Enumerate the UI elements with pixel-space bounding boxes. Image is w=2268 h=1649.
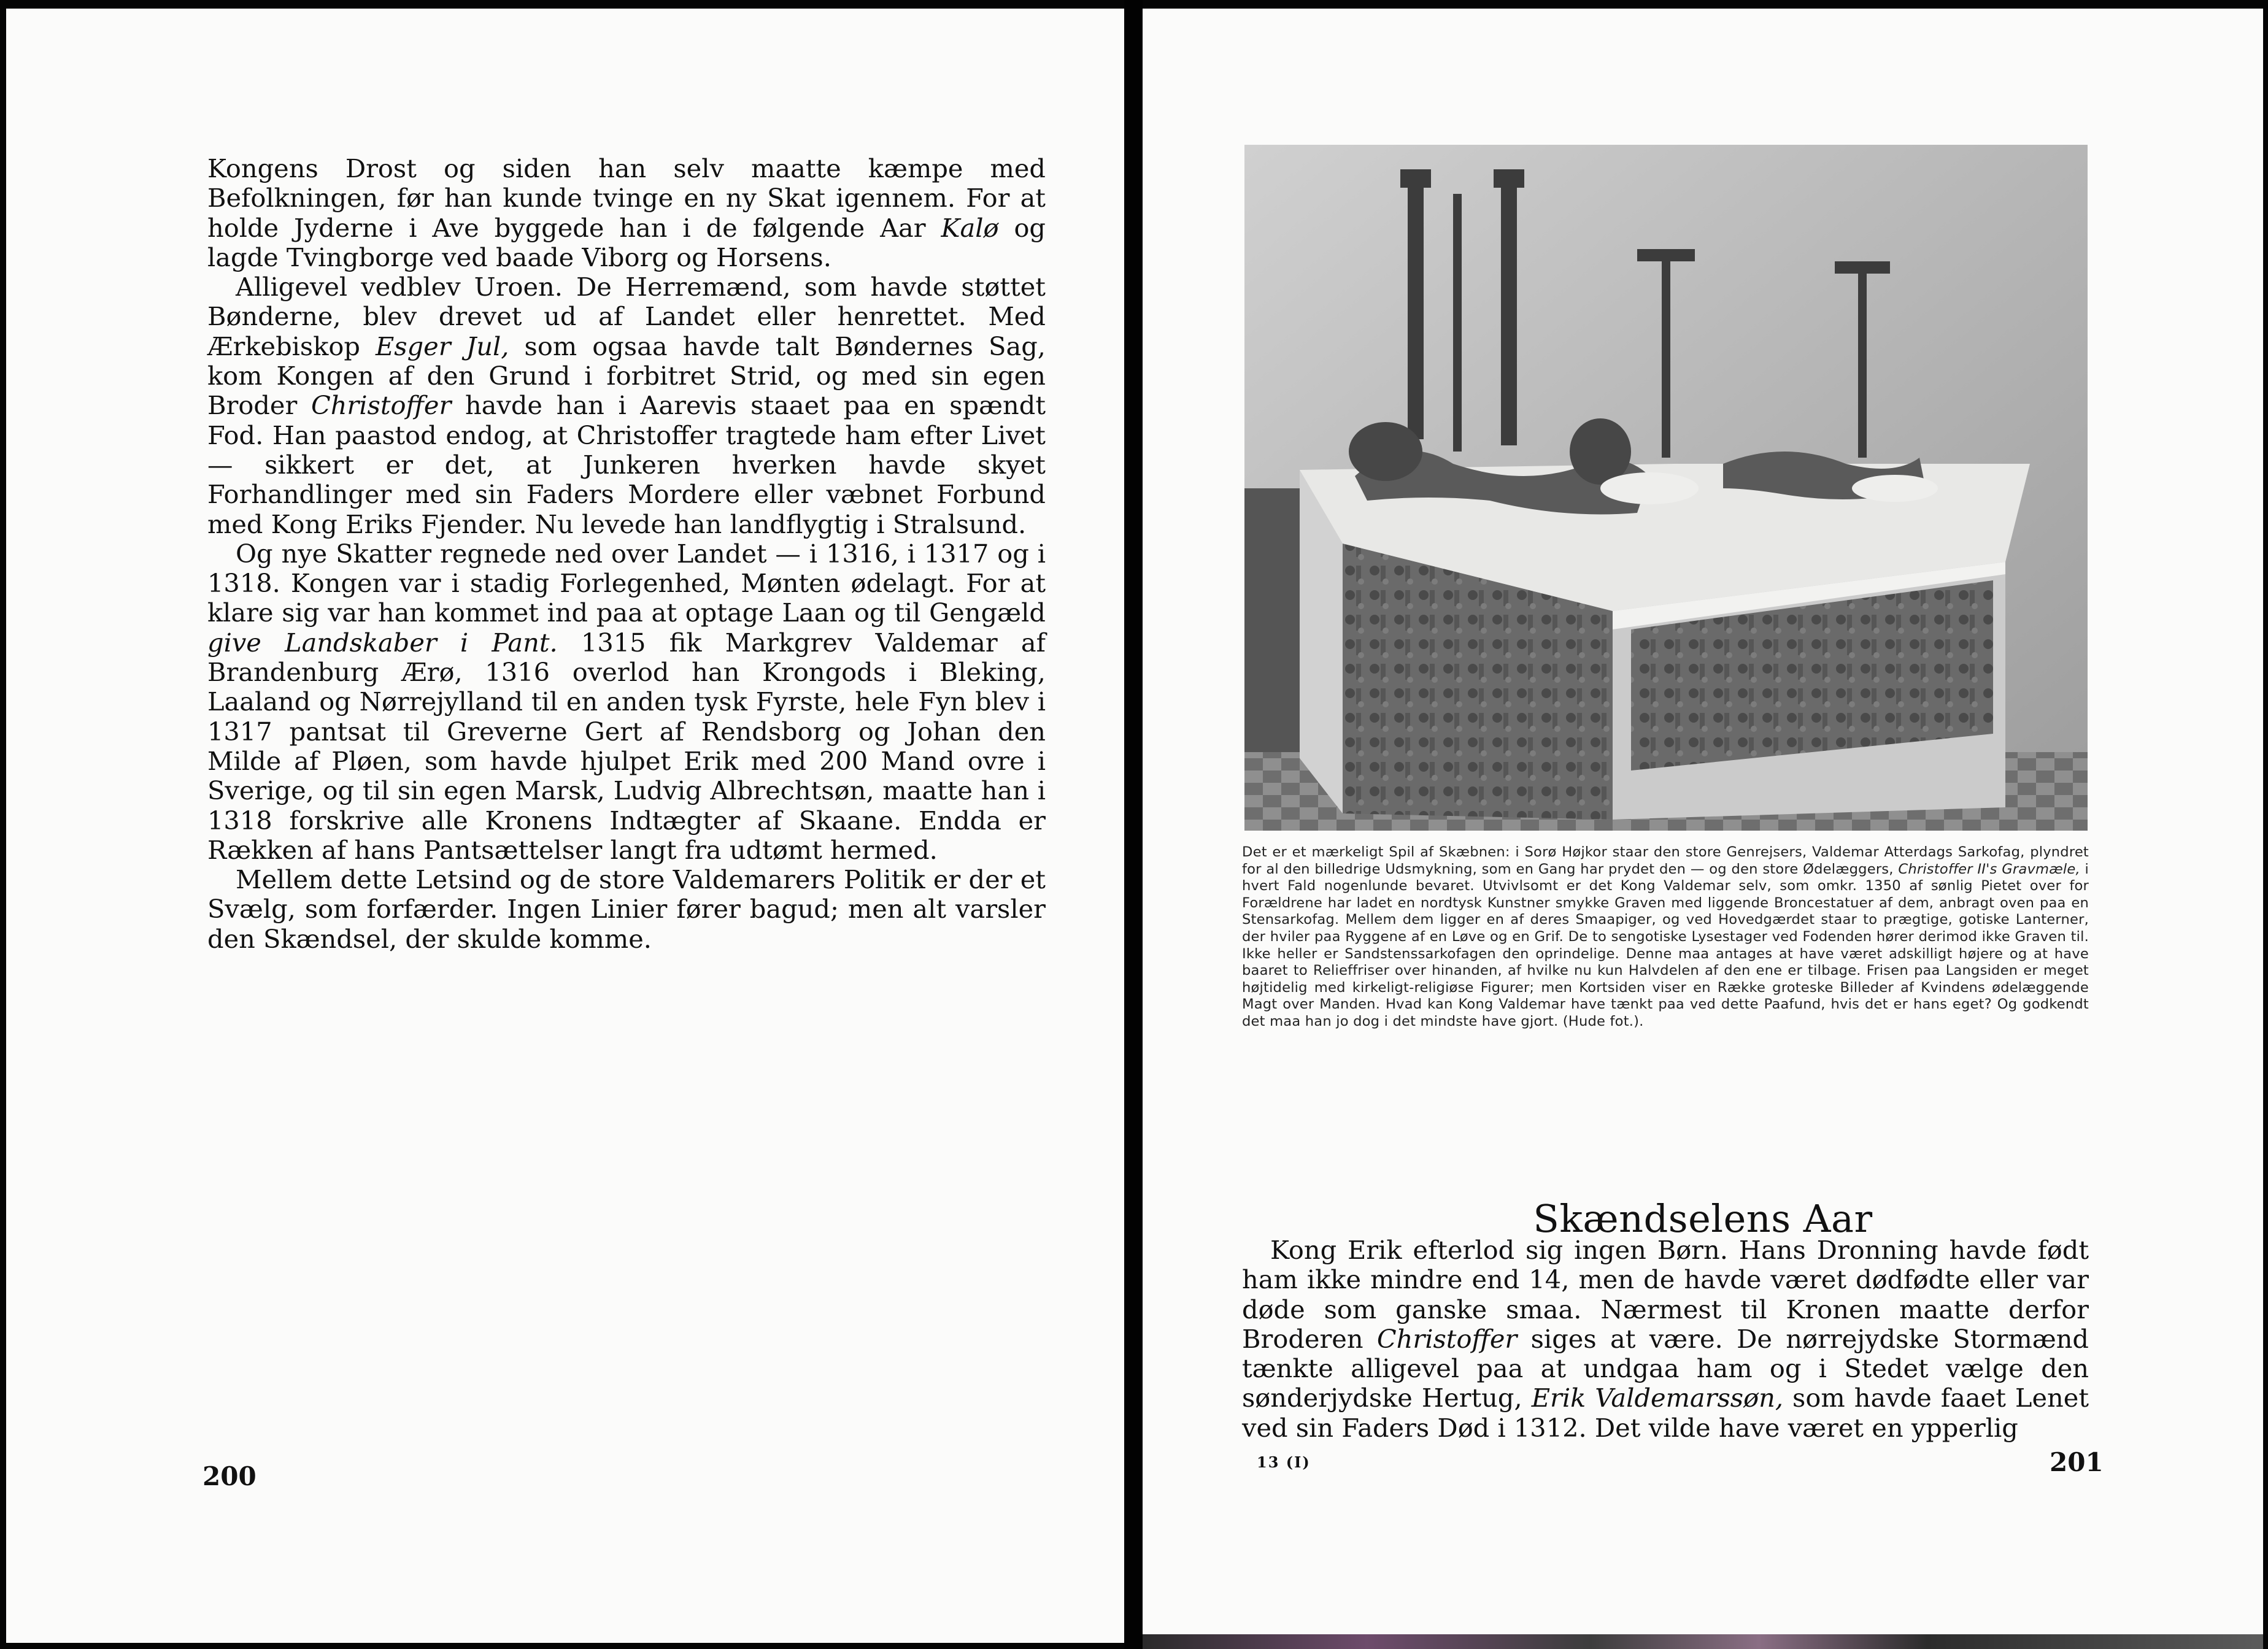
sarcophagus-photograph bbox=[1244, 145, 2088, 831]
italic-text: Kalø bbox=[941, 212, 999, 243]
left-page-body bbox=[207, 154, 1046, 954]
paragraph: Mellem dette Letsind og de store Valdemarers Politik er der et Svælg, som forfærder. Ingen Linier fører bagud; men alt varsler den Skændsel, der skulde komme. bbox=[207, 864, 1046, 954]
paragraph: Alligevel vedblev Uroen. De Herremænd, som havde støttet Bønderne, blev drevet ud af Landet eller henrettet. Med Ærkebiskop Esger Jul, som ogsaa havde talt Bøndernes Sag, kom Kongen af den Grund i forbitret Strid, og med sin egen Broder Christoffer havde han i Aarevis staaet paa en spændt Fod. Han paastod endog, at Christoffer tragtede ham efter Livet — sikkert er det, at Junkeren hverken havde skyet Forhandlinger med sin Faders Mordere eller væbnet Forbund med Kong Eriks Fjender. Nu levede han landflygtig i Stralsund. bbox=[207, 272, 1046, 539]
book-gutter bbox=[1124, 0, 1143, 1649]
right-page-body bbox=[1242, 1236, 2089, 1443]
italic-text: Esger Jul, bbox=[376, 331, 509, 361]
italic-text: Erik Valdemarssøn, bbox=[1531, 1383, 1784, 1413]
signature-mark: 13 (I) bbox=[1257, 1453, 1311, 1471]
page-edge-strip bbox=[1143, 1634, 2263, 1649]
sarcophagus-illustration bbox=[1244, 145, 2088, 831]
italic-text: give Landskaber i Pant. bbox=[207, 627, 558, 658]
paragraph: Og nye Skatter regnede ned over Landet — i 1316, i 1317 og i 1318. Kongen var i stadig Forlegenhed, Mønten ødelagt. For at klare sig var han kommet ind paa at optage Laan og til Gengæld give Landskaber i Pant. 1315 fik Markgrev Valdemar af Brandenburg Ærø, 1316 overlod han Krongods i Bleking, Laaland og Nørrejylland til en anden tysk Fyrste, hele Fyn blev i 1317 pantsat til Greverne Gert af Rendsborg og Johan den Milde af Pløen, som havde hjulpet Erik med 200 Mand ovre i Sverige, og til sin egen Marsk, Ludvig Albrechtsøn, maatte han i 1318 forskrive alle Kronens Indtægter af Skaane. Endda er Rækken af hans Pantsættelser langt fra udtømt hermed. bbox=[207, 538, 1046, 865]
left-page bbox=[6, 9, 1124, 1643]
paragraph: Kong Erik efterlod sig ingen Børn. Hans Dronning havde født ham ikke mindre end 14, men de havde været dødfødte eller var døde som ganske smaa. Nærmest til Kronen maatte derfor Broderen Christoffer siges at være. De nørrejydske Stormænd tænkte alligevel paa at undgaa ham og i Stedet vælge den sønderjydske Hertug, Erik Valdemarssøn, som havde faaet Lenet ved sin Faders Død i 1312. Det vilde have været en ypperlig bbox=[1242, 1235, 2089, 1443]
italic-text: Christoffer bbox=[310, 390, 452, 421]
figure-caption: Det er et mærkeligt Spil af Skæbnen: i Sorø Højkor staar den store Genrejsers, Valdemar Atterdags Sarkofag, plyndret for al den billedrige Udsmykning, som en Gang har prydet den — og den store Ødelæggers, Christoffer II's Gravmæle, i hvert Fald nogenlunde bevaret. Utvivlsomt er det Kong Valdemar selv, som omkr. 1350 af sønlig Pietet over for Forældrene har ladet en nordtysk Kunstner smykke Graven med liggende Broncestatuer af dem, anbragt oven paa en Stensarkofag. Mellem dem ligger en af deres Smaapiger, og ved Hovedgærdet staar to prægtige, gotiske Lanterner, der hviler paa Ryggene af en Løve og en Grif. De to sengotiske Lysestager ved Fodenden hører derimod ikke Graven til. Ikke heller er Sandstenssarkofagen den oprindelige. Denne maa antages at have været adskilligt højere og at have baaret to Relieffriser over hinanden, af hvilke nu kun Halvdelen af den ene er tilbage. Frisen paa Langsiden er meget højtidelig med kirkeligt-religiøse Figurer; men Kortsiden viser en Række groteske Billeder af Kvindens ødelæggende Magt over Manden. Hvad kan Kong Valdemar have tænkt paa ved dette Paafund, hvis det er hans eget? Og godkendt det maa han jo dog i det mindste have gjort. (Hude fot.). bbox=[1242, 844, 2089, 1029]
right-page bbox=[1143, 9, 2263, 1643]
italic-text: Christoffer II's Gravmæle, bbox=[1898, 861, 2080, 877]
page-number: 200 bbox=[202, 1461, 256, 1491]
paragraph: Kongens Drost og siden han selv maatte kæmpe med Befolkningen, før han kunde tvinge en ny Skat igennem. For at holde Jyderne i Ave byggede han i de følgende Aar Kalø og lagde Tvingborge ved baade Viborg og Horsens. bbox=[207, 153, 1046, 272]
chapter-heading: Skændselens Aar bbox=[1533, 1196, 1873, 1242]
italic-text: Christoffer bbox=[1376, 1323, 1518, 1354]
page-number: 201 bbox=[2050, 1447, 2104, 1477]
